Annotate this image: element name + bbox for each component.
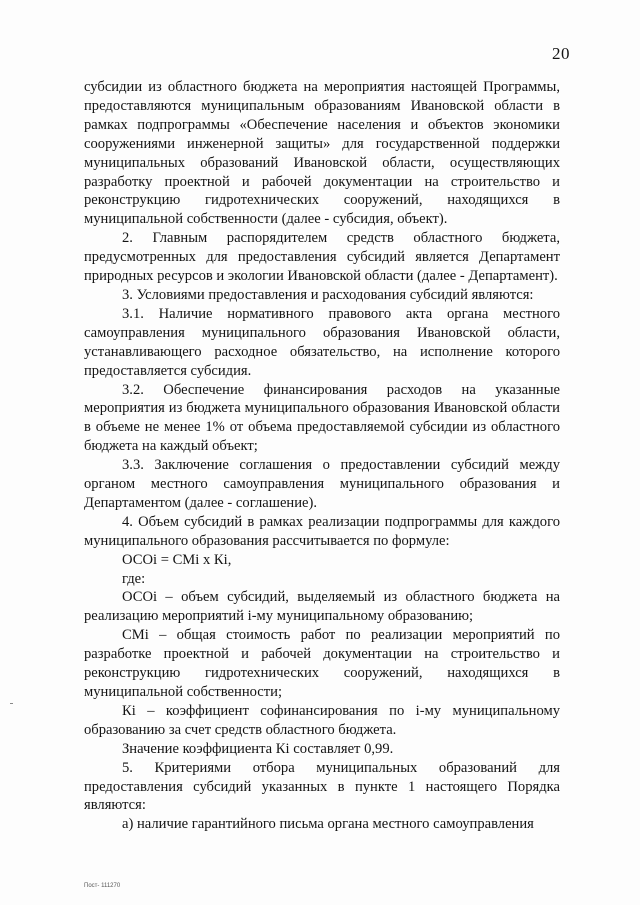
formula-where: где:	[122, 570, 146, 587]
document-body	[84, 78, 560, 834]
paragraph-2-main-manager: 2. Главным распорядителем средств областного бюджета, предусмотренных для предоставления субсидий является Департамент природных ресурсов и экологии Ивановской области (далее - Департамент).	[84, 230, 560, 285]
paragraph-5-criteria: 5. Критериями отбора муниципальных образований для предоставления субсидий указанных в пункте 1 настоящего Порядка являются:	[84, 759, 560, 814]
footer-code: Пост- 111270	[84, 883, 121, 889]
margin-mark	[10, 703, 13, 704]
paragraph-3-2: 3.2. Обеспечение финансирования расходов на указанные мероприятия из бюджета муниципального образования Ивановской области в объеме не менее 1% от объема предоставляемой субсидии из областного бюджета на каждый объект;	[84, 381, 560, 455]
definition-cm: СМi – общая стоимость работ по реализации мероприятий по разработке проектной и рабочей документации на строительство и реконструкцию гидротехнических сооружений, находящихся в муниципальной собственности;	[84, 627, 560, 700]
coefficient-value: Значение коэффициента Кi составляет 0,99.	[122, 740, 394, 757]
paragraph-3-conditions: 3. Условиями предоставления и расходования субсидий являются:	[122, 286, 534, 303]
paragraph-4-volume: 4. Объем субсидий в рамках реализации подпрограммы для каждого муниципального образования рассчитывается по формуле:	[84, 513, 560, 549]
definition-k: Кi – коэффициент софинансирования по i-му муниципальному образованию за счет средств областного бюджета.	[84, 702, 560, 738]
paragraph-3-3: 3.3. Заключение соглашения о предоставлении субсидий между органом местного самоуправления муниципального образования и Департаментом (далее - соглашение).	[84, 457, 560, 511]
formula: ОСОi = СМi х Кi,	[122, 551, 232, 568]
paragraph-3-1: 3.1. Наличие нормативного правового акта органа местного самоуправления муниципального образования Ивановской области, устанавливающего расходное обязательство, на исполнение которого предоставляется субсидия.	[84, 305, 560, 379]
definition-oco: ОСОi – объем субсидий, выделяемый из областного бюджета на реализацию мероприятий i-му муниципальному образованию;	[84, 589, 560, 625]
paragraph-subsidy-intro: субсидии из областного бюджета на мероприятия настоящей Программы, предоставляются муниципальным образованиям Ивановской области в рамках подпрограммы «Обеспечение населения и объектов экономики сооружениями инженерной защиты» для государственной поддержки муниципальных образований Ивановской области, осуществляющих разработку проектной и рабочей документации на строительство и реконструкцию гидротехнических сооружений, находящихся в муниципальной собственности (далее - субсидия, объект).	[84, 79, 560, 228]
criterion-a: а) наличие гарантийного письма органа местного самоуправления	[122, 816, 534, 833]
page-number: 20	[552, 44, 570, 63]
